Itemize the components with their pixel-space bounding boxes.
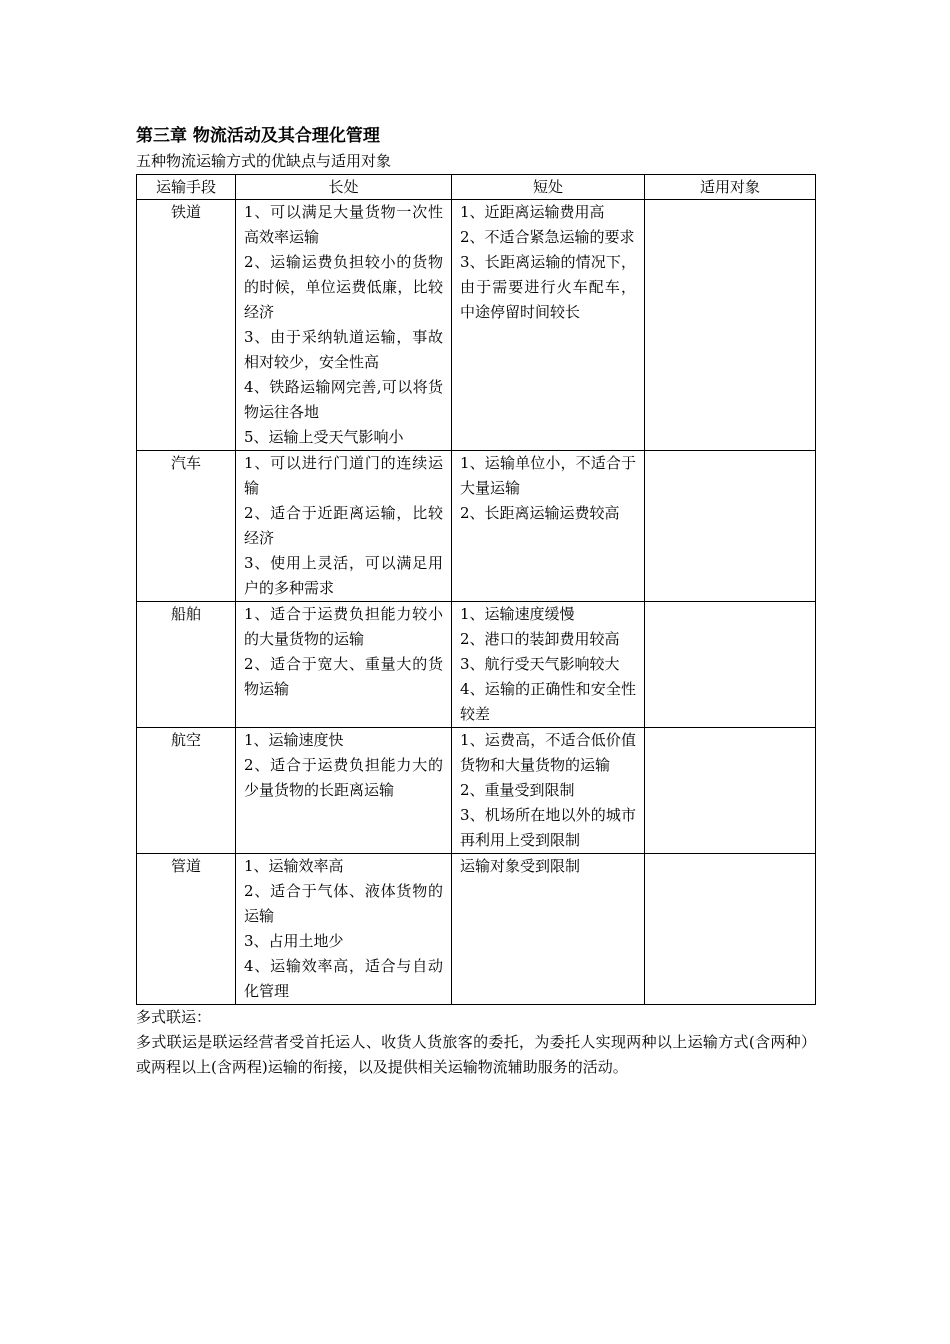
target-cell — [645, 451, 816, 602]
disadvantage-item: 2、港口的装卸费用较高 — [460, 630, 620, 648]
table-row — [137, 451, 816, 602]
table-title: 五种物流运输方式的优缺点与适用对象 — [136, 152, 392, 170]
header-mode: 运输手段 — [137, 175, 236, 200]
table-row — [137, 854, 816, 1005]
disadvantage-item: 1、运输速度缓慢 — [460, 605, 575, 623]
target-cell — [645, 728, 816, 854]
advantage-item: 1、运输效率高 — [244, 857, 344, 875]
target-cell — [645, 200, 816, 451]
disadvantage-item: 3、长距离运输的情况下，由于需要进行火车配车，中途停留时间较长 — [460, 253, 636, 321]
table-header-row — [137, 175, 816, 200]
advantage-item: 4、铁路运输网完善,可以将货物运往各地 — [244, 378, 443, 421]
advantage-item: 3、由于采纳轨道运输，事故相对较少，安全性高 — [244, 328, 443, 371]
header-cons: 短处 — [452, 175, 645, 200]
disadvantage-item: 2、重量受到限制 — [460, 781, 575, 799]
transport-mode-cell: 汽车 — [137, 451, 236, 602]
transport-comparison-table — [136, 174, 816, 1005]
table-row — [137, 728, 816, 854]
advantage-item: 2、适合于气体、液体货物的运输 — [244, 882, 443, 925]
disadvantages-cell — [452, 728, 645, 854]
disadvantages-cell — [452, 602, 645, 728]
advantage-item: 2、适合于宽大、重量大的货物运输 — [244, 655, 443, 698]
disadvantage-item: 1、近距离运输费用高 — [460, 203, 605, 221]
advantages-cell — [236, 451, 452, 602]
header-pros: 长处 — [236, 175, 452, 200]
chapter-title: 第三章 物流活动及其合理化管理 — [136, 126, 380, 146]
transport-mode-cell: 管道 — [137, 854, 236, 1005]
disadvantage-item: 2、长距离运输运费较高 — [460, 504, 620, 522]
advantage-item: 2、适合于运费负担能力大的少量货物的长距离运输 — [244, 756, 443, 799]
target-cell — [645, 602, 816, 728]
advantage-item: 1、可以满足大量货物一次性高效率运输 — [244, 203, 443, 246]
transport-mode-cell: 船舶 — [137, 602, 236, 728]
table-body — [137, 200, 816, 1005]
document-page — [136, 124, 816, 1080]
disadvantages-cell — [452, 451, 645, 602]
disadvantage-item: 1、运输单位小，不适合于大量运输 — [460, 454, 636, 497]
disadvantage-item: 1、运费高，不适合低价值货物和大量货物的运输 — [460, 731, 636, 774]
advantage-item: 1、可以进行门道门的连续运输 — [244, 454, 443, 497]
multimodal-heading: 多式联运： — [136, 1008, 212, 1026]
disadvantage-item: 2、不适合紧急运输的要求 — [460, 228, 635, 246]
advantages-cell — [236, 602, 452, 728]
advantage-item: 3、使用上灵活，可以满足用户的多种需求 — [244, 554, 443, 597]
multimodal-body: 多式联运是联运经营者受首托运人、收货人货旅客的委托，为委托人实现两种以上运输方式(含两种）或两程以上(含两程)运输的衔接，以及提供相关运输物流辅助服务的活动。 — [136, 1033, 816, 1076]
disadvantage-item: 3、航行受天气影响较大 — [460, 655, 620, 673]
advantage-item: 1、适合于运费负担能力较小的大量货物的运输 — [244, 605, 443, 648]
transport-mode-cell: 航空 — [137, 728, 236, 854]
transport-mode-cell: 铁道 — [137, 200, 236, 451]
disadvantages-cell — [452, 200, 645, 451]
advantages-cell — [236, 728, 452, 854]
table-row — [137, 602, 816, 728]
target-cell — [645, 854, 816, 1005]
disadvantages-cell — [452, 854, 645, 1005]
advantage-item: 1、运输速度快 — [244, 731, 344, 749]
disadvantage-item: 4、运输的正确性和安全性较差 — [460, 680, 636, 723]
disadvantage-item: 3、机场所在地以外的城市再利用上受到限制 — [460, 806, 636, 849]
advantage-item: 2、运输运费负担较小的货物的时候，单位运费低廉，比较经济 — [244, 253, 443, 321]
advantage-item: 5、运输上受天气影响小 — [244, 428, 404, 446]
advantages-cell — [236, 854, 452, 1005]
table-row — [137, 200, 816, 451]
advantage-item: 2、适合于近距离运输，比较经济 — [244, 504, 443, 547]
disadvantage-item: 运输对象受到限制 — [460, 857, 581, 875]
header-target: 适用对象 — [645, 175, 816, 200]
advantage-item: 3、占用土地少 — [244, 932, 344, 950]
advantage-item: 4、运输效率高，适合与自动化管理 — [244, 957, 443, 1000]
advantages-cell — [236, 200, 452, 451]
